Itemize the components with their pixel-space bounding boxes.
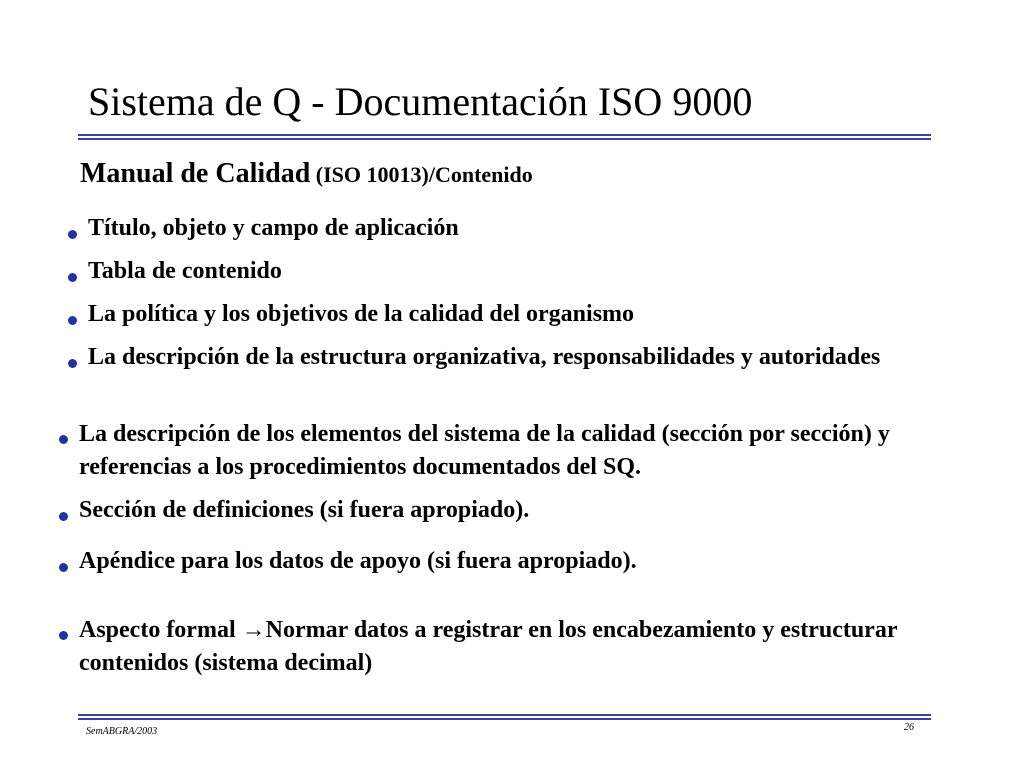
bullet-dot-icon <box>68 273 77 282</box>
subtitle-main: Manual de Calidad <box>80 158 311 189</box>
bullet-item: La descripción de los elementos del sistema de la calidad (sección por sección) y referencias a los procedimientos documentados del SQ. <box>79 421 890 480</box>
bullet-item: La descripción de la estructura organizativa, responsabilidades y autoridades <box>88 344 881 370</box>
page-number: 26 <box>904 722 914 733</box>
footer-credit: SemABGRA/2003 <box>86 726 158 737</box>
bullet-dot-icon <box>59 512 68 521</box>
footer-divider-top <box>78 714 931 716</box>
bullet-item: Tabla de contenido <box>88 258 282 284</box>
title-divider-top <box>78 134 931 136</box>
subtitle-reference: (ISO 10013)/Contenido <box>310 162 533 187</box>
slide-title: Sistema de Q - Documentación ISO 9000 <box>88 79 753 124</box>
bullet-dot-icon <box>68 230 77 239</box>
bullet-item: La política y los objetivos de la calidad del organismo <box>88 301 635 327</box>
bullet-dot-icon <box>59 563 68 572</box>
section-subtitle <box>80 156 533 196</box>
bullet-item: Aspecto formal →Normar datos a registrar en los encabezamiento y estructurar contenidos (sistema decimal) <box>79 617 898 676</box>
footer-divider-bottom <box>78 718 931 720</box>
title-divider-bottom <box>78 138 931 140</box>
bullet-dot-icon <box>59 435 68 444</box>
bullet-dot-icon <box>68 316 77 325</box>
bullet-item: Título, objeto y campo de aplicación <box>88 215 459 241</box>
bullet-item: Apéndice para los datos de apoyo (si fuera apropiado). <box>79 548 637 574</box>
bullet-dot-icon <box>59 631 68 640</box>
bullet-dot-icon <box>68 359 77 368</box>
bullet-item: Sección de definiciones (si fuera apropiado). <box>79 497 530 523</box>
